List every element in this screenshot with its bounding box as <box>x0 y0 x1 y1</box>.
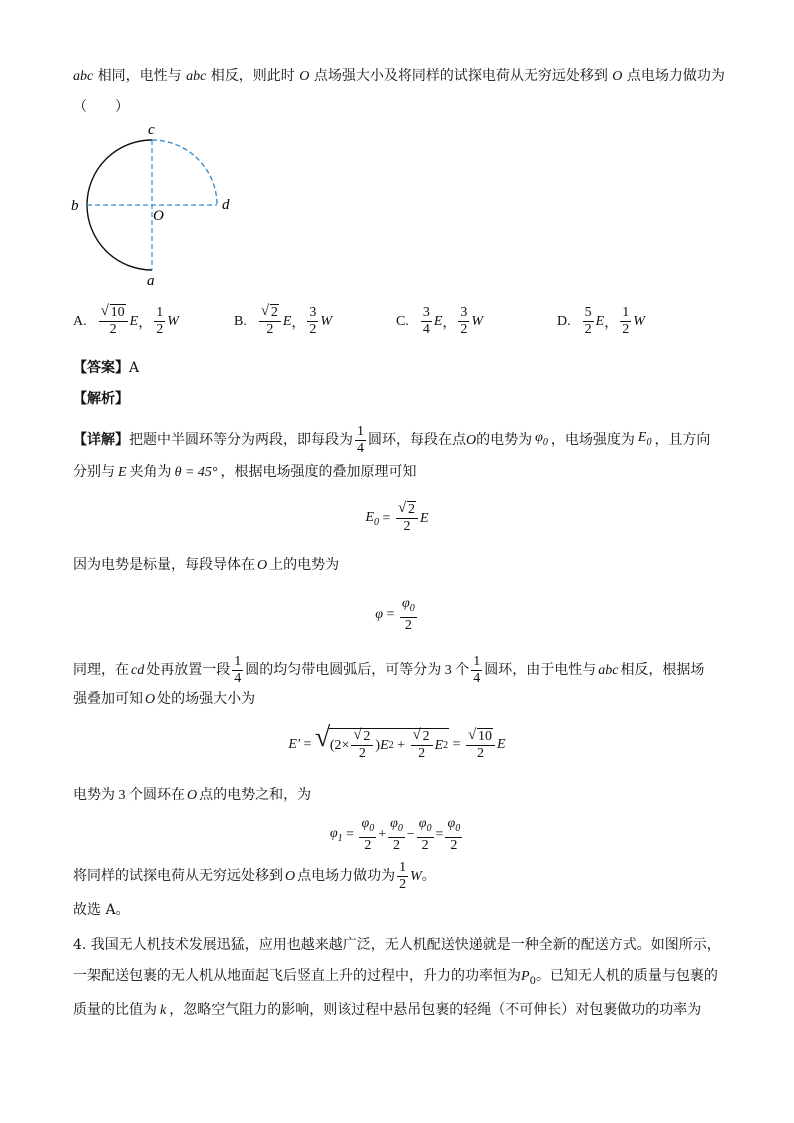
option-b-label: B. <box>234 313 247 329</box>
label-b: b <box>71 198 79 214</box>
option-d-fraction-e: $\frac{5}{2}$ <box>584 305 592 337</box>
stem-abc: abc <box>73 69 94 84</box>
stem-point-o-2: O <box>612 69 623 84</box>
semicircle-figure <box>65 120 245 290</box>
option-b-fraction-w: $\frac{3}{2}$ <box>309 305 317 337</box>
answer-value: A <box>129 360 140 376</box>
detail-line-2: 分别与 E 夹角为 θ = 45° ，根据电场强度的叠加原理可知 <box>73 465 417 480</box>
analysis-tag: 【解析】 <box>73 391 129 407</box>
detail-line-7: 将同样的试探电荷从无穷远处移到 O 点电场力做功为 $\frac{1}{2}$ W 。 <box>73 860 436 892</box>
quarter-fraction: $\frac{1}{4}$ <box>357 424 364 456</box>
detail-conclusion: 故选 A。 <box>73 902 130 918</box>
stem-point-o: O <box>299 69 310 84</box>
answer-tag: 【答案】 <box>73 360 129 376</box>
option-d-fraction-w: $\frac{1}{2}$ <box>622 305 630 337</box>
option-a[interactable]: A. √ 10 2 E ， $\frac{1}{2}$ W <box>73 303 179 337</box>
option-b[interactable]: B. √ 2 2 E ， $\frac{3}{2}$ W <box>234 303 333 337</box>
stem-text-4: 点电场力做功为 <box>622 68 725 84</box>
q4-line-3: 质量的比值为 k ，忽略空气阻力的影响，则该过程中悬吊包裹的轻绳（不可伸长）对包裹做功的功率为 <box>73 1002 702 1018</box>
option-c-fraction-w: $\frac{3}{2}$ <box>460 305 468 337</box>
equation-phi: φ = $\frac{\varphi_0}{2}$ <box>375 596 415 633</box>
stem-text-2: 相反，则此时 <box>206 68 300 84</box>
option-c-fraction-e: $\frac{3}{4}$ <box>422 305 430 337</box>
q4-line-2: 一架配送包裹的无人机从地面起飞后竖直上升的过程中，升力的功率恒为$P_0$。已知无人机的质量与包裹的 <box>73 968 718 987</box>
option-a-fraction-e: √ 10 2 <box>99 305 128 338</box>
detail-line-6: 电势为 3 个圆环在 O 点的电势之和，为 <box>73 788 312 803</box>
stem-text: 相同，电性与 <box>93 68 187 84</box>
answer-parentheses: （ ） <box>73 99 129 115</box>
detail-line-3: 因为电势是标量，每段导体在 O 上的电势为 <box>73 558 340 573</box>
option-c-label: C. <box>396 313 409 329</box>
option-a-label: A. <box>73 313 87 329</box>
label-c: c <box>148 122 155 138</box>
detail-line-4: 同理，在 cd 处再放置一段 $\frac{1}{4}$ 圆的均匀带电圆弧后，可等分为 3 个 $\frac{1}{4}$ 圆环，由于电性与 abc 相反，根据场 <box>73 654 705 686</box>
equation-e0: $E_0$ = √ 2 2 E <box>365 500 429 534</box>
option-d[interactable]: D. $\frac{5}{2}$ E ， $\frac{1}{2}$ W <box>557 305 645 337</box>
equation-phi1: $\varphi_1$ = $\frac{\varphi_0}{2}$ + $\frac{\varphi_0}{2}$ − $\frac{\varphi_0}{2}$ = $\frac{\varphi_0}{2}$ <box>329 816 461 853</box>
dashed-arc-cd <box>152 140 217 205</box>
detail-line-1: 【详解】 把题中半圆环等分为两段，即每段为 $\frac{1}{4}$ 圆环，每段在点 O 的电势为 $\varphi_0$ ，电场强度为 $E_0$ ，且方向 <box>73 424 711 456</box>
option-c[interactable]: C. $\frac{3}{4}$ E ， $\frac{3}{2}$ W <box>396 305 484 337</box>
stem-abc-2: abc <box>186 69 207 84</box>
option-b-fraction-e: √ 2 2 <box>259 305 281 338</box>
answer-line <box>73 358 139 378</box>
stem-text-3: 点场强大小及将同样的试探电荷从无穷远处移到 <box>309 68 613 84</box>
label-o: O <box>153 208 164 224</box>
label-d: d <box>222 197 230 213</box>
equation-e-prime: E' = √ (2× √ 2 2 ) E 2 + √ 2 2 E 2 = √ 10 2 E <box>288 722 506 761</box>
detail-line-5: 强叠加可知 O 处的场强大小为 <box>73 692 256 707</box>
detail-tag: 【详解】 <box>73 432 129 448</box>
label-a: a <box>147 273 155 289</box>
q4-line-1: 4. 我国无人机技术发展迅猛，应用也越来越广泛，无人机配送快递就是一种全新的配送方式。如图所示， <box>73 937 721 953</box>
option-a-fraction-w: $\frac{1}{2}$ <box>156 305 164 337</box>
option-d-label: D. <box>557 313 571 329</box>
question-stem-line-1 <box>73 66 725 87</box>
